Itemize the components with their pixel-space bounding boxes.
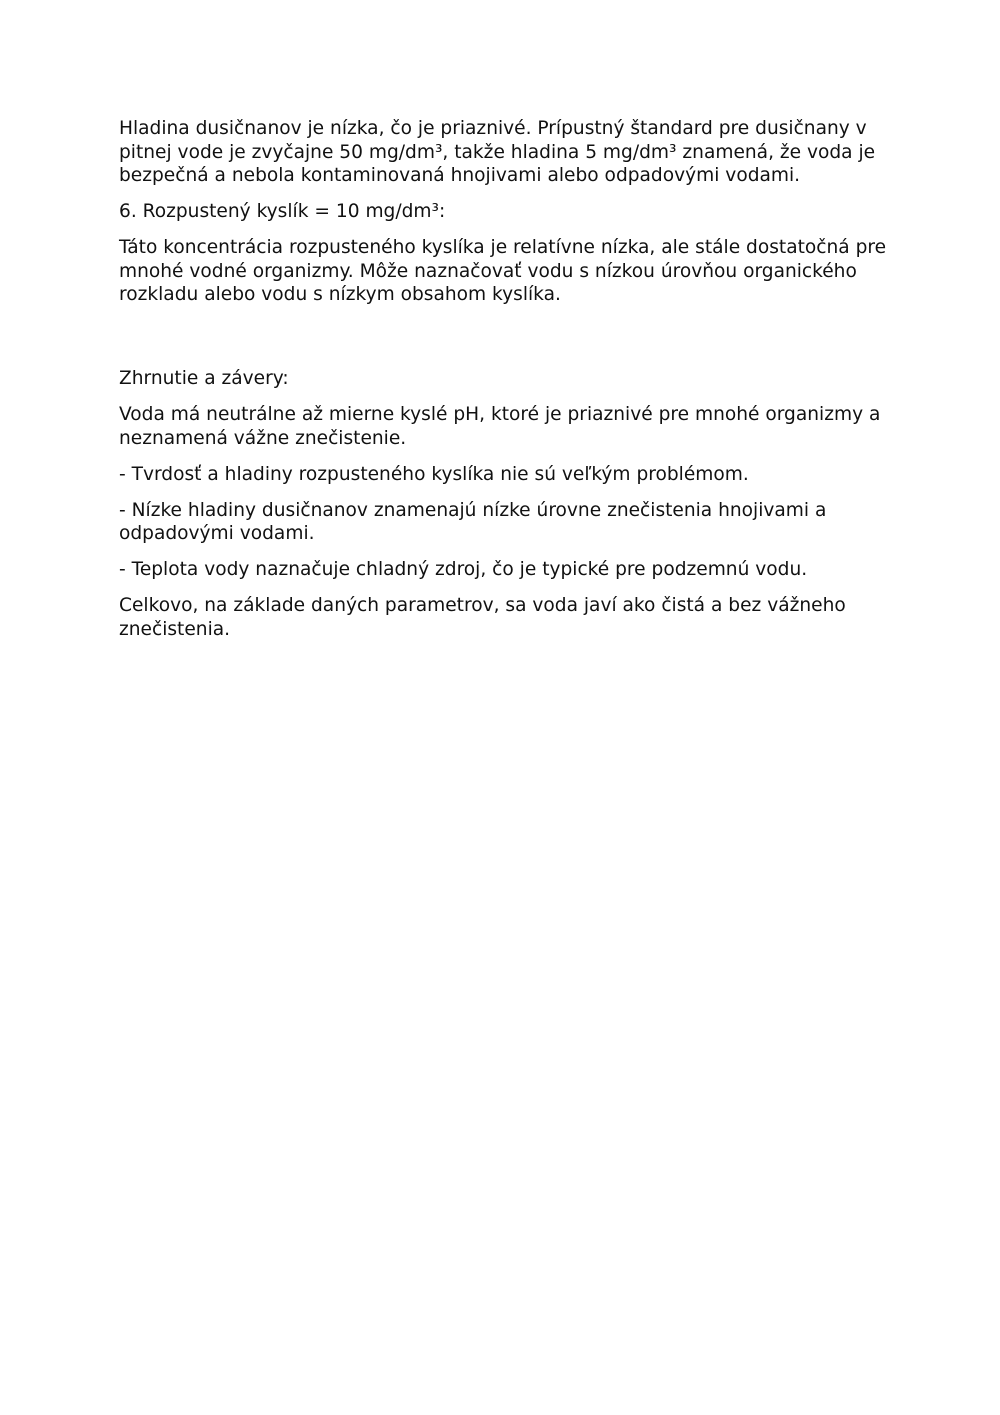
summary-heading: Zhrnutie a závery: — [119, 368, 289, 389]
summary-item-hardness: - Tvrdosť a hladiny rozpusteného kyslíka nie sú veľkým problémom. — [119, 463, 749, 485]
summary-conclusion: Celkovo, na základe daných parametrov, sa voda javí ako čistá a bez vážneho znečistenia. — [119, 595, 846, 640]
section-spacer — [119, 319, 899, 367]
paragraph-nitrates: Hladina dusičnanov je nízka, čo je priaznivé. Prípustný štandard pre dusičnany v pitnej vode je zvyčajne 50 mg/dm³, takže hladina 5 mg/dm³ znamená, že voda je bezpečná a nebola kontaminovaná hnojivami alebo odpadovými vodami. — [119, 118, 876, 186]
summary-item-nitrates: - Nízke hladiny dusičnanov znamenajú nízke úrovne znečistenia hnojivami a odpadovými vodami. — [119, 499, 827, 544]
summary-paragraph-ph: Voda má neutrálne až mierne kyslé pH, ktoré je priaznivé pre mnohé organizmy a neznamená vážne znečistenie. — [119, 404, 881, 449]
heading-dissolved-oxygen: 6. Rozpustený kyslík = 10 mg/dm³: — [119, 201, 446, 222]
paragraph-dissolved-oxygen: Táto koncentrácia rozpusteného kyslíka je relatívne nízka, ale stále dostatočná pre mnohé vodné organizmy. Môže naznačovať vodu s nízkou úrovňou organického rozkladu alebo vodu s nízkym obsahom kyslíka. — [119, 237, 887, 305]
summary-item-temperature: - Teplota vody naznačuje chladný zdroj, čo je typické pre podzemnú vodu. — [119, 559, 808, 580]
document-body — [119, 117, 899, 654]
